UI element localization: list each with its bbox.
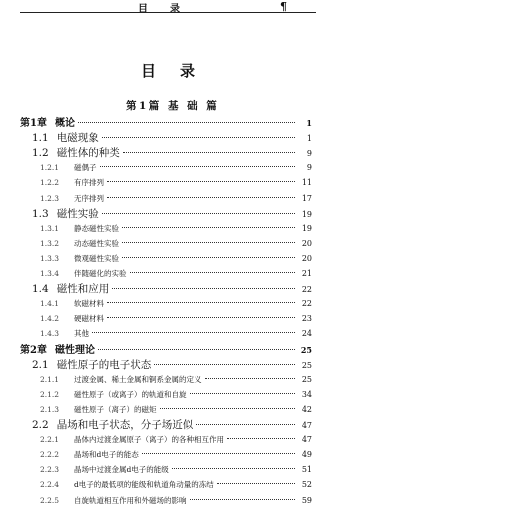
toc-entry-number: 1.2.3 — [40, 193, 60, 203]
toc-entry[interactable] — [40, 237, 312, 251]
toc-entry-title: 电磁现象 — [56, 132, 99, 145]
dot-leader — [107, 181, 295, 182]
toc-entry-page: 19 — [301, 209, 312, 219]
dot-leader — [205, 378, 296, 379]
toc-entry-title: 自旋轨道相互作用和外磁场的影响 — [74, 495, 187, 505]
toc-entry[interactable] — [32, 131, 312, 146]
dot-leader — [107, 302, 295, 303]
toc-entry-title: 无序排列 — [74, 193, 104, 203]
toc-entry-title: 硬磁材料 — [74, 314, 104, 324]
toc-entry[interactable] — [40, 478, 312, 492]
toc-entry-number: 1.3.4 — [40, 269, 60, 278]
toc-entry-number: 1.3.1 — [40, 223, 60, 233]
toc-entry[interactable] — [32, 146, 312, 161]
toc-entry-page: 51 — [301, 465, 312, 475]
toc-entry-page: 25 — [301, 360, 312, 370]
dot-leader — [78, 122, 295, 123]
toc-entry-number: 1.2.1 — [40, 163, 60, 173]
toc-entry-number: 2.2.2 — [40, 450, 60, 460]
toc-entry-page: 24 — [301, 329, 312, 339]
toc-entry[interactable] — [40, 252, 312, 266]
toc-entry-page: 11 — [301, 178, 312, 188]
toc-entry-page: 1 — [306, 134, 312, 144]
dot-leader — [122, 242, 295, 243]
toc-entry-page: 20 — [301, 253, 312, 263]
dot-leader — [107, 197, 295, 198]
toc-entry-title: d电子的最低项的能级和轨道角动量的冻结 — [74, 480, 214, 490]
dot-leader — [227, 438, 295, 439]
toc-entry[interactable] — [40, 312, 312, 326]
toc-entry[interactable] — [40, 403, 312, 417]
toc-entry[interactable] — [32, 282, 312, 297]
toc-entry-page: 19 — [301, 223, 312, 233]
toc-entry-number: 第2章 — [20, 344, 47, 356]
toc-entry-number: 2.1 — [32, 358, 49, 371]
toc-entry-page: 21 — [301, 269, 312, 278]
toc-entry-number: 1.4.1 — [40, 299, 60, 309]
toc-title: 目录 — [141, 62, 220, 80]
toc-entry-title: 磁性原子（或离子）的轨道和自旋 — [74, 389, 187, 399]
toc-entry-number: 第1章 — [20, 118, 47, 129]
toc-entry[interactable] — [40, 448, 312, 462]
toc-entry-page: 22 — [301, 285, 312, 295]
toc-entry-number: 2.1.1 — [40, 374, 60, 384]
toc-entry[interactable] — [40, 327, 312, 341]
toc-entry-page: 25 — [300, 344, 312, 355]
toc-entry-number: 1.4 — [32, 283, 49, 296]
toc-entry-page: 22 — [301, 299, 312, 309]
toc-entry[interactable] — [32, 358, 312, 373]
dot-leader — [190, 393, 296, 394]
dot-leader — [196, 424, 295, 425]
toc-entry-page: 20 — [301, 238, 312, 248]
toc-entry-number: 1.2 — [32, 147, 49, 160]
toc-entry-page: 34 — [301, 389, 312, 399]
dot-leader — [172, 468, 295, 469]
toc-entry[interactable] — [40, 176, 312, 190]
toc-entry[interactable] — [40, 373, 312, 387]
toc-entry-number: 2.1.2 — [40, 389, 60, 399]
toc-entry-page: 9 — [306, 163, 312, 173]
toc-entry-number: 2.2 — [32, 419, 49, 431]
dot-leader — [154, 364, 295, 365]
dot-leader — [190, 499, 296, 500]
dot-leader — [98, 349, 295, 350]
toc-entry[interactable] — [40, 297, 312, 311]
dot-leader — [112, 288, 295, 289]
toc-entry-title: 静态磁性实验 — [74, 223, 119, 233]
toc-entry-title: 有序排列 — [74, 178, 104, 188]
toc-entry-number: 2.2.5 — [40, 495, 60, 505]
toc-entry-title: 软磁材料 — [74, 299, 104, 309]
toc-entry[interactable] — [20, 343, 312, 358]
toc-entry-page: 49 — [301, 450, 312, 460]
toc-entry-page: 17 — [301, 193, 312, 203]
toc-entry-page: 52 — [301, 480, 312, 490]
toc-entry-number: 2.2.4 — [40, 480, 60, 490]
toc-entry-title: 磁性原子（离子）的磁矩 — [74, 404, 157, 414]
toc-entry-title: 其他 — [74, 329, 89, 339]
toc-entry-title: 晶体内过渡金属原子（离子）的各种相互作用 — [74, 435, 224, 445]
dot-leader — [100, 166, 296, 167]
running-header-title: 目录 — [138, 4, 202, 15]
dot-leader — [142, 453, 295, 454]
toc-entry-number: 1.2.2 — [40, 178, 60, 188]
part-title: 第1篇 基 础 篇 — [126, 100, 220, 112]
toc-entry-title: 晶场中过渡金属d电子的能级 — [74, 465, 169, 475]
toc-entry-title: 磁性和应用 — [56, 283, 110, 296]
toc-entry-page: 47 — [301, 435, 312, 445]
toc-entry-title: 动态磁性实验 — [74, 238, 119, 248]
dot-leader — [122, 227, 295, 228]
toc-entry-page: 25 — [301, 374, 312, 384]
dot-leader — [123, 152, 295, 153]
toc-entry-title: 晶场和电子状态，分子场近似 — [56, 419, 194, 431]
toc-entry[interactable] — [32, 418, 312, 433]
toc-entry-title: 晶场和d电子的能态 — [74, 450, 139, 460]
toc-entry-number: 1.3 — [32, 207, 49, 220]
toc-entry[interactable] — [40, 161, 312, 175]
toc-entry[interactable] — [20, 116, 312, 131]
toc-entry[interactable] — [40, 192, 312, 206]
dot-leader — [102, 213, 295, 214]
toc-entry-title: 磁性实验 — [56, 207, 99, 220]
toc-entry-page: 23 — [301, 314, 312, 324]
toc-entry[interactable] — [40, 222, 312, 236]
toc-entry-number: 1.4.2 — [40, 314, 60, 324]
toc-entry-title: 概论 — [54, 118, 75, 129]
toc-entry-number: 2.2.1 — [40, 435, 60, 445]
toc-entry[interactable] — [40, 433, 312, 447]
toc-entry-number: 1.3.2 — [40, 238, 60, 248]
toc-entry[interactable] — [40, 494, 312, 508]
toc-entry-number: 1.4.3 — [40, 329, 60, 339]
toc-entry-page: 47 — [301, 421, 312, 430]
toc-entry-title: 磁偶子 — [74, 163, 97, 173]
toc-entry-number: 2.1.3 — [40, 404, 60, 414]
dot-leader — [160, 408, 296, 409]
toc-entry-number: 1.3.3 — [40, 253, 60, 263]
toc-entry[interactable] — [40, 388, 312, 402]
toc-entry-title: 磁性原子的电子状态 — [56, 358, 152, 371]
toc-entry-title: 磁性理论 — [54, 344, 95, 356]
dot-leader — [122, 257, 295, 258]
toc-entry[interactable] — [32, 207, 312, 222]
toc-entry-page: 59 — [301, 495, 312, 505]
running-header-mark: ¶ — [280, 0, 287, 13]
dot-leader — [92, 332, 295, 333]
toc-entry[interactable] — [40, 267, 312, 281]
toc-entry-title: 伴随磁化的实验 — [74, 269, 127, 278]
dot-leader — [107, 317, 295, 318]
dot-leader — [102, 137, 295, 138]
toc-entry-title: 微观磁性实验 — [74, 253, 119, 263]
toc-entry[interactable] — [40, 463, 312, 477]
toc-entry-page: 42 — [301, 404, 312, 414]
toc-entry-page: 9 — [306, 149, 312, 159]
toc-entry-title: 磁性体的种类 — [56, 147, 120, 160]
toc-entry-number: 2.2.3 — [40, 465, 60, 475]
toc-entry-title: 过渡金属、稀土金属和锕系金属的定义 — [74, 374, 202, 384]
dot-leader — [130, 272, 296, 273]
dot-leader — [217, 483, 295, 484]
toc-entry-page: 1 — [306, 118, 312, 128]
toc-entry-number: 1.1 — [32, 132, 49, 145]
